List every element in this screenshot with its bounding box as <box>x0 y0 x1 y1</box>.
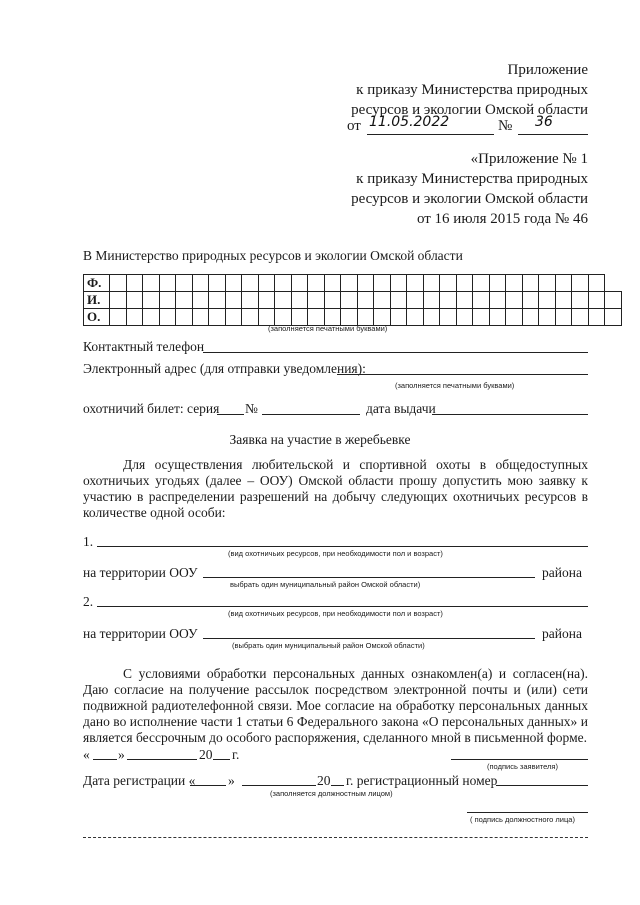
consent-date-open: « <box>83 747 90 762</box>
item-1-district-caption: выбрать один муниципальный район Омской области) <box>230 580 421 589</box>
official-caption: (заполняется должностным лицом) <box>270 789 393 798</box>
consent-month-input[interactable] <box>127 759 197 760</box>
item-2-territory-label: на территории ООУ <box>83 626 198 641</box>
item-2-resource-caption: (вид охотничьих ресурсов, при необходимости пол и возраст) <box>228 609 443 618</box>
registration-year-input[interactable] <box>331 785 344 786</box>
item-1-resource-input[interactable] <box>97 546 588 547</box>
ticket-number-input[interactable] <box>262 414 360 415</box>
item-2-resource-input[interactable] <box>97 606 588 607</box>
original-date-line: от 16 июля 2015 года № 46 <box>416 211 588 227</box>
consent-year-input[interactable] <box>213 759 230 760</box>
original-ministry-line: ресурсов и экологии Омской области <box>351 191 588 207</box>
email-input-line[interactable] <box>337 374 588 375</box>
item-1-district-input[interactable] <box>203 577 535 578</box>
ticket-date-label: дата выдачи <box>366 401 436 416</box>
consent-paragraph: С условиями обработки персональных данных ознакомлен(а) и согласен(на). Даю согласие на получение рассылок посредством электронной почты и (или) сети подвижной радиотелефонной связи. Мое согласие на обработку персональных данных дано во исполнение части 1 статьи 6 Федерального закона «О персональных данных» и является бессрочным до особого распоряжения, сделанного мной в письменной форме. <box>83 666 588 745</box>
ticket-series-input[interactable] <box>217 414 244 415</box>
addressee: В Министерство природных ресурсов и экологии Омской области <box>83 248 463 263</box>
item-2-number: 2. <box>83 594 94 609</box>
ticket-date-input[interactable] <box>432 414 588 415</box>
handwritten-number: 36 <box>535 114 553 130</box>
item-1-number: 1. <box>83 534 94 549</box>
cut-line <box>83 837 588 838</box>
item-2-district-caption: (выбрать один муниципальный район Омской области) <box>232 641 425 650</box>
grid-label-surname: Ф. <box>84 275 110 292</box>
consent-day-input[interactable] <box>93 759 117 760</box>
grid-caption: (заполняется печатными буквами) <box>268 324 388 333</box>
phone-input-line[interactable] <box>203 352 588 353</box>
ticket-series-label: охотничий билет: серия <box>83 401 220 416</box>
name-grid[interactable] <box>83 274 622 326</box>
grid-label-name: И. <box>84 292 110 309</box>
intro-paragraph: Для осуществления любительской и спортивной охоты в общедоступных охотничьих угодьях (далее – ООУ) Омской области прошу допустить мою заявку к участию в распределении разрешений на добычу следующих охотничьих ресурсов в количестве одной особи: <box>83 457 588 520</box>
registration-quote-close: » <box>228 773 235 788</box>
appendix-ministry-line: ресурсов и экологии Омской области <box>351 102 588 118</box>
appendix-order-line: к приказу Министерства природных <box>356 82 588 98</box>
appendix-title: Приложение <box>507 62 588 78</box>
original-order-line: к приказу Министерства природных <box>356 171 588 187</box>
consent-year-suffix: г. <box>232 747 240 762</box>
registration-month-input[interactable] <box>242 785 316 786</box>
registration-date-label: Дата регистрации « <box>83 773 196 788</box>
item-1-territory-label: на территории ООУ <box>83 565 198 580</box>
item-2-district-suffix: района <box>542 626 582 641</box>
grid-label-patronymic: О. <box>84 309 110 326</box>
email-caption: (заполняется печатными буквами) <box>395 381 515 390</box>
registration-day-input[interactable] <box>190 785 226 786</box>
original-appendix-title: «Приложение № 1 <box>470 151 588 167</box>
registration-number-label: г. регистрационный номер <box>346 773 498 788</box>
applicant-signature-line[interactable] <box>451 759 588 760</box>
item-1-resource-caption: (вид охотничьих ресурсов, при необходимости пол и возраст) <box>228 549 443 558</box>
item-2-district-input[interactable] <box>203 638 535 639</box>
item-1-district-suffix: района <box>542 565 582 580</box>
registration-year-prefix: 20 <box>317 773 331 788</box>
appendix-from-label: от <box>347 118 361 134</box>
form-title: Заявка на участие в жеребьевке <box>229 432 411 447</box>
email-label: Электронный адрес (для отправки уведомления): <box>83 361 366 376</box>
consent-year-prefix: 20 <box>199 747 213 762</box>
phone-label: Контактный телефон <box>83 339 205 354</box>
handwritten-date: 11.05.2022 <box>369 114 450 130</box>
registration-number-input[interactable] <box>496 785 588 786</box>
ticket-number-label: № <box>245 401 258 416</box>
appendix-number-label: № <box>498 118 513 134</box>
official-signature-line[interactable] <box>467 812 588 813</box>
applicant-signature-caption: (подпись заявителя) <box>487 762 558 771</box>
consent-date-close: » <box>118 747 125 762</box>
official-signature-caption: ( подпись должностного лица) <box>470 815 575 824</box>
